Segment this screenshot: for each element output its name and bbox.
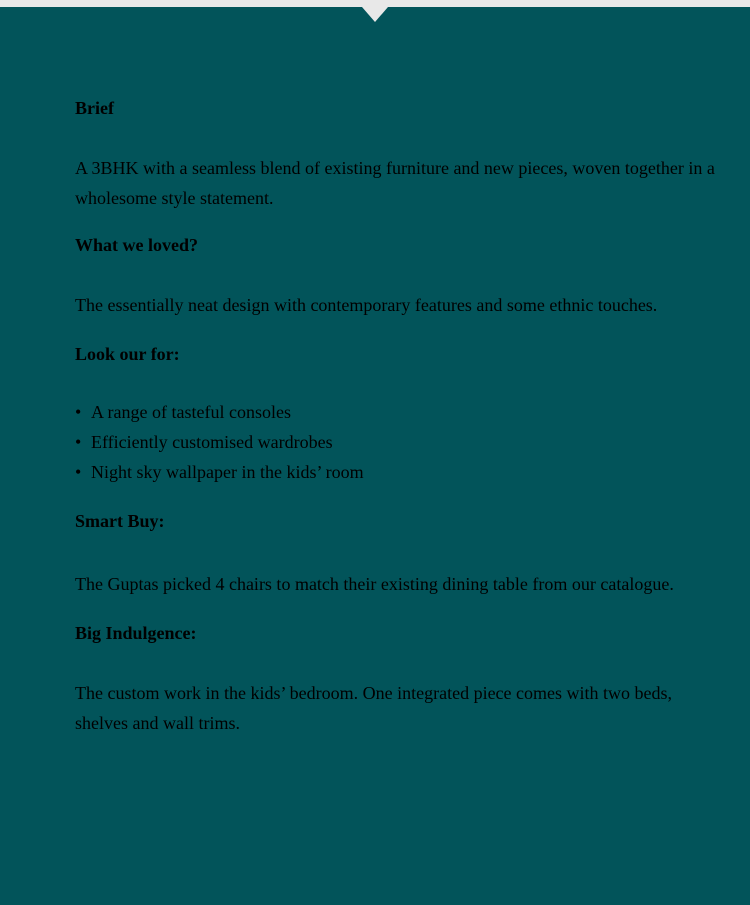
list-item-label: Efficiently customised wardrobes bbox=[91, 432, 333, 452]
loved-heading: What we loved? bbox=[75, 235, 198, 255]
list-item bbox=[75, 457, 715, 487]
pointer-notch bbox=[362, 7, 388, 22]
look-out-heading: Look our for: bbox=[75, 344, 180, 364]
project-details-content bbox=[75, 96, 715, 738]
list-item-label: Night sky wallpaper in the kids’ room bbox=[91, 462, 364, 482]
indulgence-heading: Big Indulgence: bbox=[75, 623, 197, 643]
bullet-icon: • bbox=[75, 432, 82, 452]
brief-text: A 3BHK with a seamless blend of existing furniture and new pieces, woven together in a wholesome style statement. bbox=[75, 158, 715, 208]
smart-buy-heading: Smart Buy: bbox=[75, 511, 165, 531]
smart-buy-text: The Guptas picked 4 chairs to match their existing dining table from our catalogue. bbox=[75, 574, 674, 594]
indulgence-text: The custom work in the kids’ bedroom. One integrated piece comes with two beds, shelves and wall trims. bbox=[75, 683, 673, 733]
bullet-icon: • bbox=[75, 402, 82, 422]
list-item-label: A range of tasteful consoles bbox=[91, 402, 291, 422]
bullet-icon: • bbox=[75, 462, 82, 482]
list-item bbox=[75, 397, 715, 427]
loved-text: The essentially neat design with contemporary features and some ethnic touches. bbox=[75, 295, 658, 315]
look-out-list bbox=[75, 397, 715, 487]
brief-heading: Brief bbox=[75, 98, 114, 118]
list-item bbox=[75, 427, 715, 457]
